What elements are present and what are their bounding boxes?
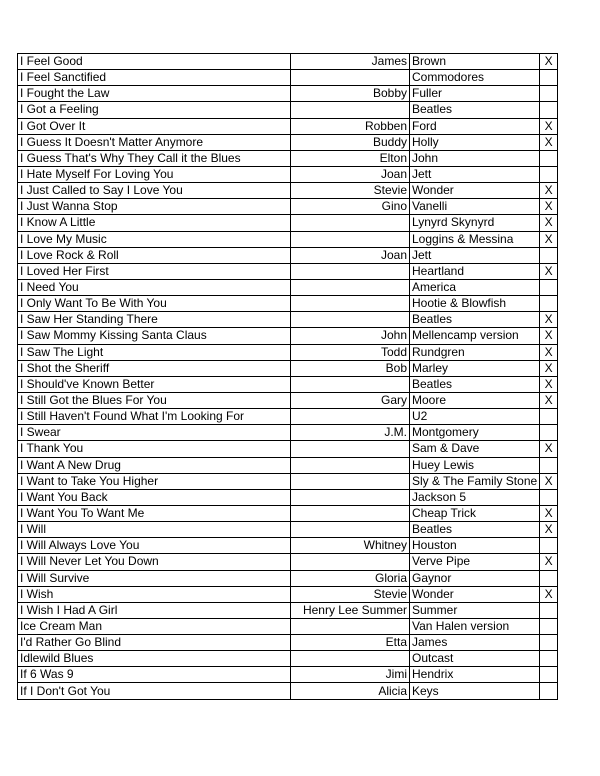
artist-last-name-cell: Cheap Trick — [410, 505, 540, 521]
song-title-cell: Idlewild Blues — [18, 651, 291, 667]
selected-mark-cell: X — [540, 263, 558, 279]
song-title-cell: I Just Wanna Stop — [18, 199, 291, 215]
song-title-cell: I Saw The Light — [18, 344, 291, 360]
artist-first-name-cell: Buddy — [291, 134, 410, 150]
selected-mark-cell: X — [540, 199, 558, 215]
selected-mark-cell — [540, 489, 558, 505]
artist-last-name-cell: Loggins & Messina — [410, 231, 540, 247]
selected-mark-cell — [540, 425, 558, 441]
table-row — [18, 667, 558, 683]
selected-mark-cell: X — [540, 505, 558, 521]
table-row — [18, 312, 558, 328]
artist-last-name-cell: Jett — [410, 247, 540, 263]
song-title-cell: I Want A New Drug — [18, 457, 291, 473]
artist-first-name-cell — [291, 231, 410, 247]
song-title-cell: I Will Never Let You Down — [18, 554, 291, 570]
artist-first-name-cell: James — [291, 54, 410, 70]
artist-last-name-cell: Sly & The Family Stone — [410, 473, 540, 489]
artist-last-name-cell: Jett — [410, 166, 540, 182]
song-title-cell: I Hate Myself For Loving You — [18, 166, 291, 182]
table-row — [18, 279, 558, 295]
artist-first-name-cell — [291, 522, 410, 538]
artist-last-name-cell: Beatles — [410, 312, 540, 328]
selected-mark-cell: X — [540, 392, 558, 408]
selected-mark-cell: X — [540, 118, 558, 134]
table-row — [18, 247, 558, 263]
selected-mark-cell: X — [540, 441, 558, 457]
table-row — [18, 505, 558, 521]
song-title-cell: If I Don't Got You — [18, 683, 291, 699]
song-title-cell: I Fought the Law — [18, 86, 291, 102]
artist-last-name-cell: Hendrix — [410, 667, 540, 683]
song-title-cell: I Just Called to Say I Love You — [18, 183, 291, 199]
artist-last-name-cell: Ford — [410, 118, 540, 134]
selected-mark-cell — [540, 602, 558, 618]
table-row — [18, 54, 558, 70]
table-row — [18, 651, 558, 667]
artist-last-name-cell: Wonder — [410, 586, 540, 602]
song-title-cell: I Will — [18, 522, 291, 538]
artist-last-name-cell: Verve Pipe — [410, 554, 540, 570]
artist-first-name-cell: Bobby — [291, 86, 410, 102]
artist-last-name-cell: Vanelli — [410, 199, 540, 215]
table-row — [18, 263, 558, 279]
table-row — [18, 296, 558, 312]
song-title-cell: I Want You Back — [18, 489, 291, 505]
selected-mark-cell — [540, 279, 558, 295]
artist-first-name-cell — [291, 618, 410, 634]
artist-last-name-cell: Heartland — [410, 263, 540, 279]
artist-last-name-cell: Houston — [410, 538, 540, 554]
table-row — [18, 231, 558, 247]
artist-first-name-cell: J.M. — [291, 425, 410, 441]
song-list-body — [18, 54, 558, 700]
artist-last-name-cell: Sam & Dave — [410, 441, 540, 457]
selected-mark-cell — [540, 166, 558, 182]
selected-mark-cell: X — [540, 183, 558, 199]
artist-first-name-cell: Etta — [291, 635, 410, 651]
selected-mark-cell: X — [540, 215, 558, 231]
table-row — [18, 473, 558, 489]
artist-first-name-cell — [291, 505, 410, 521]
selected-mark-cell — [540, 570, 558, 586]
selected-mark-cell: X — [540, 473, 558, 489]
artist-first-name-cell — [291, 279, 410, 295]
song-title-cell: I Still Haven't Found What I'm Looking For — [18, 409, 291, 425]
artist-first-name-cell: Whitney — [291, 538, 410, 554]
song-title-cell: I Thank You — [18, 441, 291, 457]
artist-last-name-cell: Summer — [410, 602, 540, 618]
artist-first-name-cell — [291, 296, 410, 312]
artist-first-name-cell: Stevie — [291, 586, 410, 602]
table-row — [18, 409, 558, 425]
table-row — [18, 102, 558, 118]
artist-first-name-cell — [291, 489, 410, 505]
artist-first-name-cell — [291, 473, 410, 489]
song-title-cell: I Want to Take You Higher — [18, 473, 291, 489]
artist-last-name-cell: James — [410, 635, 540, 651]
selected-mark-cell — [540, 457, 558, 473]
table-row — [18, 134, 558, 150]
artist-last-name-cell: Outcast — [410, 651, 540, 667]
song-title-cell: I Guess It Doesn't Matter Anymore — [18, 134, 291, 150]
song-title-cell: I Saw Mommy Kissing Santa Claus — [18, 328, 291, 344]
selected-mark-cell — [540, 651, 558, 667]
artist-first-name-cell: Stevie — [291, 183, 410, 199]
table-row — [18, 392, 558, 408]
artist-last-name-cell: Holly — [410, 134, 540, 150]
song-title-cell: I Feel Sanctified — [18, 70, 291, 86]
song-title-cell: I Know A Little — [18, 215, 291, 231]
table-row — [18, 522, 558, 538]
song-title-cell: I Shot the Sheriff — [18, 360, 291, 376]
selected-mark-cell: X — [540, 376, 558, 392]
artist-first-name-cell: Jimi — [291, 667, 410, 683]
song-title-cell: I Love Rock & Roll — [18, 247, 291, 263]
artist-first-name-cell — [291, 102, 410, 118]
artist-last-name-cell: Lynyrd Skynyrd — [410, 215, 540, 231]
table-row — [18, 70, 558, 86]
song-title-cell: I Loved Her First — [18, 263, 291, 279]
artist-first-name-cell: John — [291, 328, 410, 344]
table-row — [18, 183, 558, 199]
artist-first-name-cell: Gloria — [291, 570, 410, 586]
table-row — [18, 150, 558, 166]
selected-mark-cell — [540, 635, 558, 651]
song-title-cell: I Should've Known Better — [18, 376, 291, 392]
selected-mark-cell: X — [540, 554, 558, 570]
table-row — [18, 570, 558, 586]
artist-first-name-cell — [291, 263, 410, 279]
song-title-cell: I Only Want To Be With You — [18, 296, 291, 312]
artist-last-name-cell: Moore — [410, 392, 540, 408]
artist-last-name-cell: Rundgren — [410, 344, 540, 360]
artist-first-name-cell: Joan — [291, 247, 410, 263]
selected-mark-cell — [540, 409, 558, 425]
song-title-cell: I Love My Music — [18, 231, 291, 247]
table-row — [18, 538, 558, 554]
artist-first-name-cell — [291, 409, 410, 425]
artist-last-name-cell: Beatles — [410, 102, 540, 118]
artist-last-name-cell: Fuller — [410, 86, 540, 102]
artist-last-name-cell: Beatles — [410, 522, 540, 538]
artist-first-name-cell — [291, 651, 410, 667]
artist-first-name-cell: Todd — [291, 344, 410, 360]
song-title-cell: I Wish — [18, 586, 291, 602]
table-row — [18, 166, 558, 182]
selected-mark-cell — [540, 247, 558, 263]
artist-first-name-cell: Alicia — [291, 683, 410, 699]
song-title-cell: I'd Rather Go Blind — [18, 635, 291, 651]
artist-last-name-cell: Wonder — [410, 183, 540, 199]
table-row — [18, 360, 558, 376]
selected-mark-cell: X — [540, 360, 558, 376]
table-row — [18, 328, 558, 344]
table-row — [18, 683, 558, 699]
artist-first-name-cell — [291, 376, 410, 392]
table-row — [18, 489, 558, 505]
table-row — [18, 586, 558, 602]
selected-mark-cell: X — [540, 522, 558, 538]
artist-last-name-cell: Mellencamp version — [410, 328, 540, 344]
artist-last-name-cell: U2 — [410, 409, 540, 425]
table-row — [18, 554, 558, 570]
artist-last-name-cell: Commodores — [410, 70, 540, 86]
table-row — [18, 215, 558, 231]
table-row — [18, 86, 558, 102]
song-title-cell: I Feel Good — [18, 54, 291, 70]
table-row — [18, 376, 558, 392]
selected-mark-cell — [540, 683, 558, 699]
song-title-cell: I Got a Feeling — [18, 102, 291, 118]
song-title-cell: I Want You To Want Me — [18, 505, 291, 521]
song-title-cell: I Swear — [18, 425, 291, 441]
artist-first-name-cell: Bob — [291, 360, 410, 376]
table-row — [18, 118, 558, 134]
selected-mark-cell — [540, 70, 558, 86]
artist-first-name-cell: Gary — [291, 392, 410, 408]
song-title-cell: I Will Survive — [18, 570, 291, 586]
artist-last-name-cell: America — [410, 279, 540, 295]
table-row — [18, 425, 558, 441]
selected-mark-cell: X — [540, 134, 558, 150]
artist-last-name-cell: Huey Lewis — [410, 457, 540, 473]
table-row — [18, 344, 558, 360]
selected-mark-cell: X — [540, 54, 558, 70]
selected-mark-cell: X — [540, 231, 558, 247]
selected-mark-cell: X — [540, 312, 558, 328]
table-row — [18, 441, 558, 457]
song-title-cell: I Got Over It — [18, 118, 291, 134]
artist-last-name-cell: Van Halen version — [410, 618, 540, 634]
artist-last-name-cell: Beatles — [410, 376, 540, 392]
song-title-cell: I Saw Her Standing There — [18, 312, 291, 328]
song-list-table — [17, 53, 558, 700]
selected-mark-cell — [540, 86, 558, 102]
artist-last-name-cell: Brown — [410, 54, 540, 70]
selected-mark-cell — [540, 667, 558, 683]
song-title-cell: I Wish I Had A Girl — [18, 602, 291, 618]
table-row — [18, 635, 558, 651]
artist-last-name-cell: Montgomery — [410, 425, 540, 441]
artist-first-name-cell: Joan — [291, 166, 410, 182]
artist-first-name-cell — [291, 70, 410, 86]
song-title-cell: I Guess That's Why They Call it the Blues — [18, 150, 291, 166]
song-title-cell: I Will Always Love You — [18, 538, 291, 554]
artist-last-name-cell: Jackson 5 — [410, 489, 540, 505]
table-row — [18, 199, 558, 215]
selected-mark-cell — [540, 150, 558, 166]
artist-first-name-cell: Gino — [291, 199, 410, 215]
selected-mark-cell: X — [540, 586, 558, 602]
artist-last-name-cell: Keys — [410, 683, 540, 699]
selected-mark-cell — [540, 102, 558, 118]
artist-first-name-cell — [291, 554, 410, 570]
artist-first-name-cell: Henry Lee Summer — [291, 602, 410, 618]
song-title-cell: If 6 Was 9 — [18, 667, 291, 683]
table-row — [18, 618, 558, 634]
artist-first-name-cell — [291, 441, 410, 457]
selected-mark-cell: X — [540, 344, 558, 360]
artist-last-name-cell: Gaynor — [410, 570, 540, 586]
selected-mark-cell: X — [540, 328, 558, 344]
selected-mark-cell — [540, 538, 558, 554]
selected-mark-cell — [540, 618, 558, 634]
artist-first-name-cell — [291, 312, 410, 328]
artist-first-name-cell — [291, 457, 410, 473]
song-title-cell: I Need You — [18, 279, 291, 295]
table-row — [18, 457, 558, 473]
artist-last-name-cell: Marley — [410, 360, 540, 376]
artist-last-name-cell: John — [410, 150, 540, 166]
artist-last-name-cell: Hootie & Blowfish — [410, 296, 540, 312]
selected-mark-cell — [540, 296, 558, 312]
song-title-cell: Ice Cream Man — [18, 618, 291, 634]
table-row — [18, 602, 558, 618]
artist-first-name-cell: Robben — [291, 118, 410, 134]
artist-first-name-cell — [291, 215, 410, 231]
song-title-cell: I Still Got the Blues For You — [18, 392, 291, 408]
artist-first-name-cell: Elton — [291, 150, 410, 166]
